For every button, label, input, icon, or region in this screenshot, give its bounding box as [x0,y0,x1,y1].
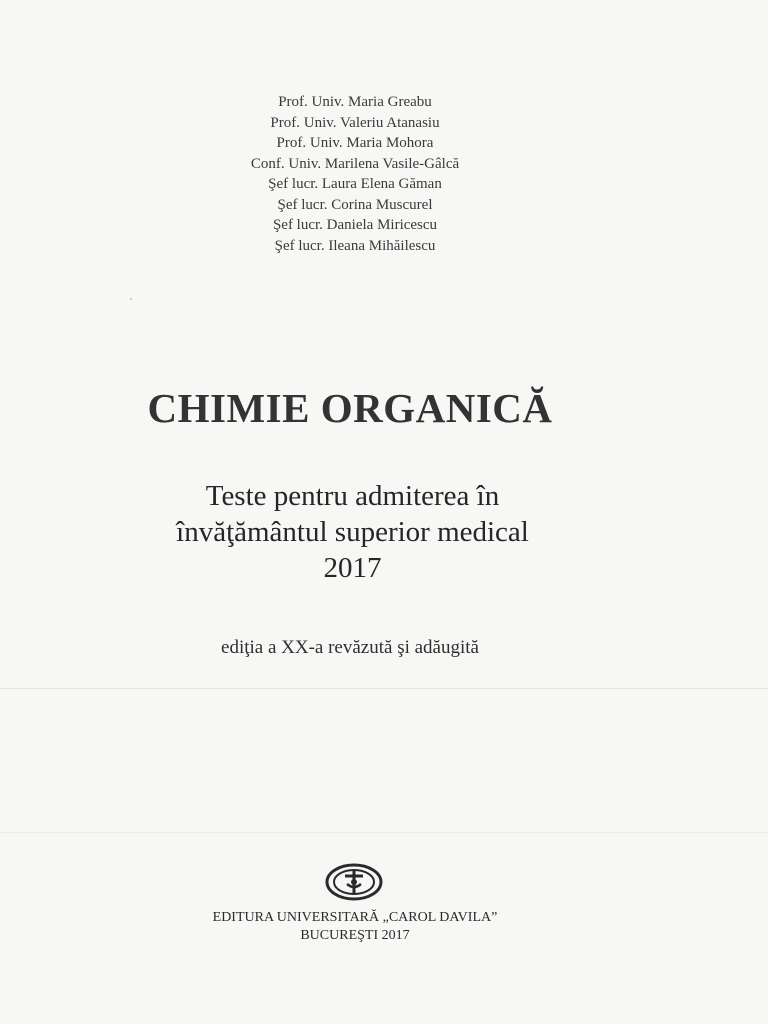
subtitle-line-2: învăţământul superior medical [176,516,529,548]
subtitle-year: 2017 [323,552,382,584]
scan-speck [130,298,132,300]
publisher-name: EDITURA UNIVERSITARĂ „CAROL DAVILA” [212,910,498,925]
author-list [180,92,530,256]
book-title: CHIMIE ORGANICĂ [147,385,553,431]
edition-note: ediţia a XX-a revăzută şi adăugită [221,637,479,658]
publisher-block [170,909,540,945]
author-1: Prof. Univ. Maria Greabu [278,94,432,110]
scan-artifact-line [0,832,768,833]
author-5: Şef lucr. Laura Elena Găman [268,176,442,192]
author-2: Prof. Univ. Valeriu Atanasiu [270,114,440,131]
author-3: Prof. Univ. Maria Mohora [276,135,434,151]
book-subtitle [80,478,625,586]
publisher-city-year: BUCUREŞTI 2017 [300,928,410,943]
subtitle-line-1: Teste pentru admiterea în [205,480,500,512]
scan-artifact-line [0,688,768,689]
author-6: Şef lucr. Corina Muscurel [277,196,433,213]
publisher-emblem-icon [325,862,383,902]
author-7: Şef lucr. Daniela Miricescu [272,217,438,233]
author-4: Conf. Univ. Marilena Vasile-Gâlcă [250,155,460,172]
author-8: Şef lucr. Ileana Mihăilescu [274,237,436,254]
